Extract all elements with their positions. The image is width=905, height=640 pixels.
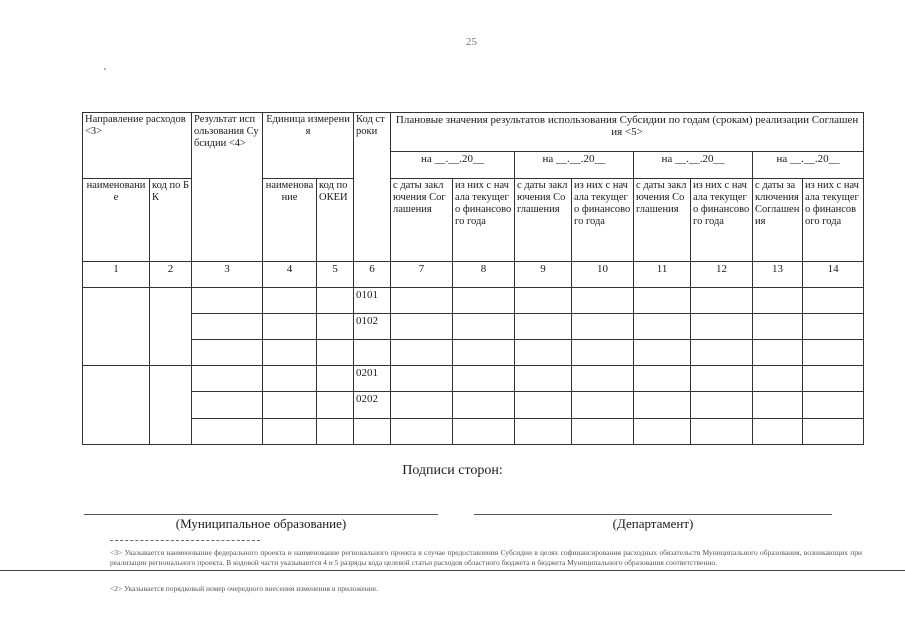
table-row — [83, 313, 864, 339]
header-from-signing-2: с даты заключения Соглашения — [515, 178, 572, 262]
footnote-2: <2> Указывается порядковый номер очередного внесения изменения в приложение. — [110, 584, 378, 593]
header-from-fy-4: из них с начала текущего финансового года — [803, 178, 864, 262]
header-from-signing-4: с даты заключения Соглашения — [753, 178, 803, 262]
table-row — [83, 340, 864, 366]
header-from-signing-1: с даты заключения Соглашения — [391, 178, 453, 262]
results-table — [82, 112, 864, 445]
cell-bk-code — [150, 287, 192, 366]
column-number: 3 — [192, 262, 263, 287]
page-number: 25 — [466, 36, 477, 48]
header-period-3: на __.__.20__ — [634, 152, 753, 178]
row-code: 0201 — [354, 366, 391, 392]
column-number: 8 — [453, 262, 515, 287]
column-number: 6 — [354, 262, 391, 287]
table-row — [83, 287, 864, 313]
header-from-fy-2: из них с начала текущего финансового года — [572, 178, 634, 262]
column-number: 4 — [263, 262, 317, 287]
header-okei-code: код по ОКЕИ — [317, 178, 354, 262]
header-name: наименование — [83, 178, 150, 262]
signature-label-department: (Департамент) — [612, 516, 694, 531]
header-planned-values: Плановые значения результатов использования Субсидии по годам (срокам) реализации Соглашения <5> — [391, 113, 864, 152]
signature-line-municipal — [84, 514, 438, 515]
header-period-1: на __.__.20__ — [391, 152, 515, 178]
column-number: 10 — [572, 262, 634, 287]
column-number-row — [83, 262, 864, 287]
signature-label-municipal: (Муниципальное образование) — [175, 516, 347, 531]
header-result: Результат использования Субсидии <4> — [192, 113, 263, 262]
footnote-3: <3> Указывается наименование федерального проекта и наименование регионального проекта в случае предоставления Субсидии в целях софинансирования расходных обязательств Муниципального образования, возникающих при реализации регионального проекта. В кодовой части указываются 4 и 5 разряды кода целевой статьи расходов областного бюджета и бюджета Муниципального образования соответственно. — [110, 548, 862, 567]
table-row — [83, 392, 864, 418]
column-number: 1 — [83, 262, 150, 287]
column-number: 12 — [691, 262, 753, 287]
header-direction: Направление расходов <3> — [83, 113, 192, 179]
header-from-fy-1: из них с начала текущего финансового года — [453, 178, 515, 262]
header-from-fy-3: из них с начала текущего финансового года — [691, 178, 753, 262]
cell-direction-name — [83, 287, 150, 366]
column-number: 11 — [634, 262, 691, 287]
header-bk-code: код по БК — [150, 178, 192, 262]
column-number: 13 — [753, 262, 803, 287]
column-number: 14 — [803, 262, 864, 287]
table-row — [83, 418, 864, 444]
column-number: 5 — [317, 262, 354, 287]
column-number: 9 — [515, 262, 572, 287]
column-number: 7 — [391, 262, 453, 287]
header-code: Код строки — [354, 113, 391, 262]
row-code: 0102 — [354, 313, 391, 339]
strike-line — [0, 570, 905, 571]
table-row — [83, 366, 864, 392]
row-code — [354, 340, 391, 366]
scan-dot — [104, 68, 106, 70]
header-period-2: на __.__.20__ — [515, 152, 634, 178]
header-from-signing-3: с даты заключения Соглашения — [634, 178, 691, 262]
signatures-title: Подписи сторон: — [402, 463, 503, 478]
footnote-separator — [110, 540, 260, 541]
cell-bk-code — [150, 366, 192, 445]
row-code: 0101 — [354, 287, 391, 313]
header-unit-name: наименование — [263, 178, 317, 262]
row-code: 0202 — [354, 392, 391, 418]
row-code — [354, 418, 391, 444]
header-unit: Единица измерения — [263, 113, 354, 179]
header-period-4: на __.__.20__ — [753, 152, 864, 178]
cell-direction-name — [83, 366, 150, 445]
signature-line-department — [474, 514, 832, 515]
column-number: 2 — [150, 262, 192, 287]
